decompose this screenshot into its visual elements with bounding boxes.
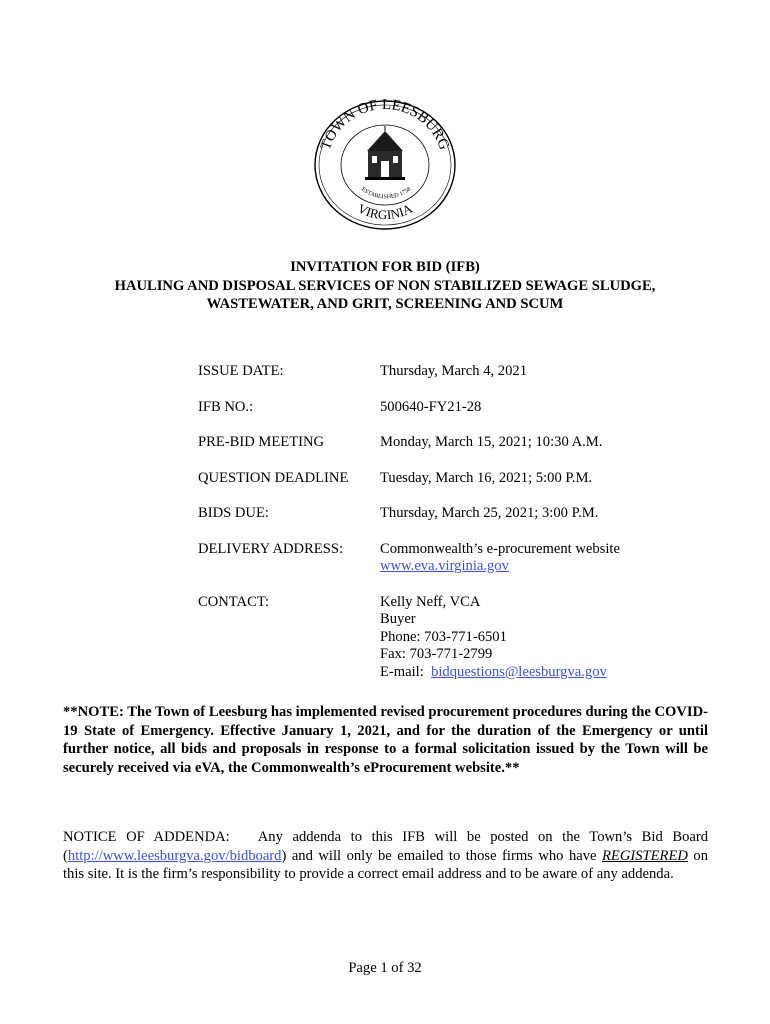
delivery-value <box>380 541 680 576</box>
title-line-2: HAULING AND DISPOSAL SERVICES OF NON STABILIZED SEWAGE SLUDGE, <box>114 277 656 294</box>
notice-of-addenda <box>63 828 708 884</box>
seal-bottom-text: VIRGINIA <box>355 200 415 223</box>
svg-text:ESTABLISHED 1758 <box>360 186 412 200</box>
question-deadline-label: QUESTION DEADLINE <box>198 469 349 486</box>
seal-top-text: TOWN OF LEESBURG <box>317 96 453 153</box>
bids-due-label: BIDS DUE: <box>198 505 269 521</box>
addenda-heading: NOTICE OF ADDENDA: <box>63 829 230 845</box>
town-seal <box>305 95 465 235</box>
covid-note: **NOTE: The Town of Leesburg has implemented revised procurement procedures during the COVID-19 State of Emergency. Effective January 1, 2021, and for the duration of the Emergency or until further notice, all bids and proposals in response to a formal solicitation issued by the Town will be securely received via eVA, the Commonwealth’s eProcurement website.** <box>63 704 708 776</box>
ifb-no-row <box>198 399 680 417</box>
contact-email-link[interactable]: bidquestions@leesburgva.gov <box>431 663 607 680</box>
building-icon <box>365 126 405 180</box>
contact-value <box>380 594 680 682</box>
ifb-no-value: 500640-FY21-28 <box>380 398 482 415</box>
bid-details <box>198 363 680 699</box>
delivery-row <box>198 541 680 576</box>
pre-bid-label: PRE-BID MEETING <box>198 434 325 450</box>
contact-phone: Phone: 703-771-6501 <box>380 628 507 645</box>
pre-bid-row <box>198 434 680 452</box>
addenda-text-2: ) and will only be emailed to those firms who have <box>281 847 602 864</box>
seal-established-text: ESTABLISHED 1758 <box>359 186 413 201</box>
bids-due-row <box>198 505 680 523</box>
eva-link[interactable]: www.eva.virginia.gov <box>380 558 509 574</box>
contact-row <box>198 594 680 682</box>
document-title <box>40 258 730 314</box>
question-deadline-row <box>198 470 680 488</box>
contact-email-label: E-mail: <box>380 663 424 680</box>
delivery-text: Commonwealth’s e-procurement website <box>380 540 620 557</box>
page-number: Page 1 of 32 <box>348 960 422 976</box>
bids-due-value: Thursday, March 25, 2021; 3:00 P.M. <box>380 505 599 521</box>
registered-emphasis: REGISTERED <box>601 847 688 864</box>
title-line-3: WASTEWATER, AND GRIT, SCREENING AND SCUM <box>206 296 564 312</box>
question-deadline-value: Tuesday, March 16, 2021; 5:00 P.M. <box>380 469 593 486</box>
issue-date-value: Thursday, March 4, 2021 <box>380 363 527 379</box>
contact-name: Kelly Neff, VCA <box>380 593 481 610</box>
delivery-label: DELIVERY ADDRESS: <box>198 540 344 557</box>
title-line-1: INVITATION FOR BID (IFB) <box>290 259 480 275</box>
addenda-text-1: Any addenda to this IFB will be posted on the Town’s Bid Board ( <box>63 829 709 864</box>
contact-label: CONTACT: <box>198 593 270 610</box>
contact-fax: Fax: 703-771-2799 <box>380 646 493 662</box>
issue-date-label: ISSUE DATE: <box>198 363 284 379</box>
svg-text:VIRGINIA <box>355 200 415 222</box>
bid-board-link[interactable]: http://www.leesburgva.gov/bidboard <box>67 847 282 864</box>
contact-role: Buyer <box>380 611 416 627</box>
addenda-text-3: on this site. It is the firm’s responsibility to provide a correct email address and to be aware of any addenda. <box>63 847 708 882</box>
issue-date-row <box>198 363 680 381</box>
pre-bid-value: Monday, March 15, 2021; 10:30 A.M. <box>380 434 603 450</box>
ifb-no-label: IFB NO.: <box>198 398 254 415</box>
